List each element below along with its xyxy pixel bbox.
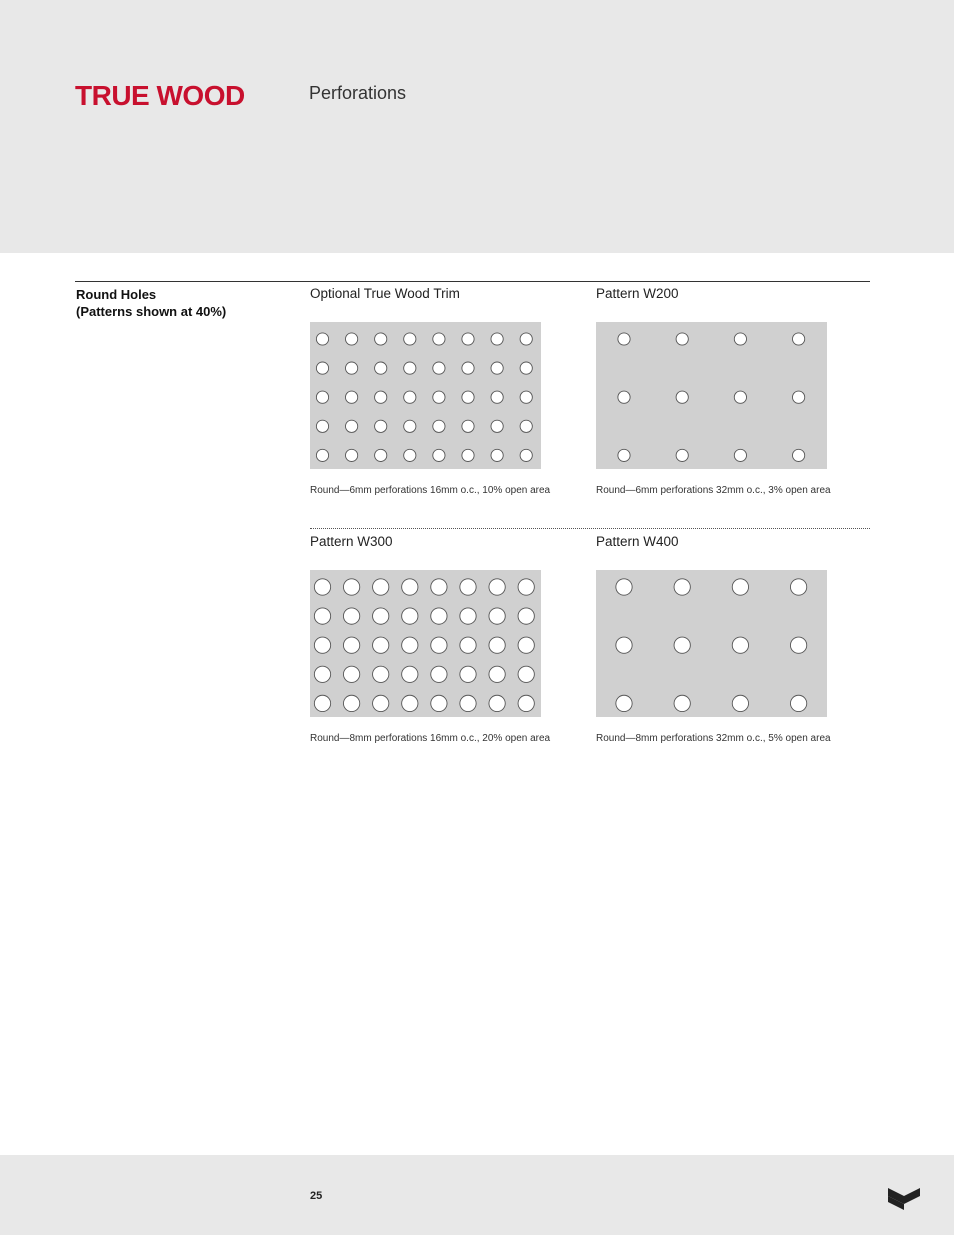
category-scale-note: (Patterns shown at 40%) [76,304,227,319]
perforation-hole [732,579,748,595]
perforation-hole [343,695,359,711]
perforation-hole [618,449,630,461]
perforation-hole [462,333,474,345]
perforation-hole [520,420,532,432]
perforation-hole [316,362,328,374]
perforation-hole [462,362,474,374]
perforation-hole [431,695,447,711]
perforation-hole [431,608,447,624]
perforation-hole [792,449,804,461]
pattern-name: Pattern W300 [310,534,393,549]
footer-band [0,1155,954,1235]
perforation-hole [402,695,418,711]
brand-title: TRUE WOOD [75,80,245,111]
perforation-hole [375,391,387,403]
perforation-hole [676,333,688,345]
perforation-hole [433,362,445,374]
perforation-hole [462,420,474,432]
pattern-card-trim [310,286,570,496]
perforation-hole [674,579,690,595]
perforation-hole [518,579,534,595]
perforation-hole [460,666,476,682]
perforation-hole [314,695,330,711]
pattern-name: Pattern W400 [596,534,679,549]
perforation-pattern [596,322,827,469]
perforation-hole [460,637,476,653]
perforation-hole [343,608,359,624]
perforation-hole [489,666,505,682]
perforation-hole [316,333,328,345]
perforation-hole [491,449,503,461]
perforation-hole [460,695,476,711]
perforation-hole [433,420,445,432]
perforation-hole [489,637,505,653]
perforation-hole [375,420,387,432]
perforation-hole [375,449,387,461]
perforation-pattern [310,570,541,717]
row-divider [310,528,870,529]
perforation-hole [345,391,357,403]
perforation-hole [345,420,357,432]
perforation-hole [314,579,330,595]
perforation-hole [520,333,532,345]
perforation-hole [402,579,418,595]
pattern-description: Round—8mm perforations 32mm o.c., 5% open area [596,733,831,744]
perforation-hole [489,608,505,624]
perforation-hole [373,637,389,653]
perforation-hole [734,333,746,345]
section-divider [75,281,870,282]
perforation-hole [373,695,389,711]
pattern-description: Round—6mm perforations 32mm o.c., 3% open area [596,485,831,496]
perforation-hole [433,449,445,461]
perforation-hole [674,637,690,653]
perforation-hole [314,608,330,624]
perforation-hole [616,695,632,711]
perforation-hole [732,637,748,653]
perforation-hole [314,637,330,653]
perforation-hole [402,637,418,653]
perforation-hole [404,391,416,403]
perforation-hole [618,391,630,403]
perforation-hole [345,362,357,374]
perforation-hole [792,333,804,345]
perforation-swatch [596,570,827,717]
perforation-hole [491,420,503,432]
pattern-card-w400 [596,534,856,744]
perforation-hole [404,333,416,345]
perforation-hole [618,333,630,345]
perforation-hole [373,579,389,595]
perforation-hole [520,362,532,374]
perforation-hole [491,391,503,403]
perforation-hole [518,637,534,653]
perforation-hole [402,608,418,624]
perforation-hole [373,666,389,682]
perforation-hole [316,449,328,461]
perforation-hole [676,391,688,403]
perforation-hole [520,449,532,461]
perforation-hole [616,579,632,595]
perforation-hole [734,449,746,461]
perforation-hole [462,391,474,403]
company-logo-icon [886,1178,922,1212]
perforation-swatch [310,322,541,469]
perforation-hole [402,666,418,682]
perforation-hole [790,637,806,653]
perforation-hole [375,362,387,374]
perforation-hole [790,579,806,595]
perforation-hole [431,637,447,653]
perforation-hole [345,333,357,345]
pattern-description: Round—8mm perforations 16mm o.c., 20% open area [310,733,551,744]
perforation-hole [431,666,447,682]
perforation-hole [792,391,804,403]
perforation-hole [491,362,503,374]
perforation-hole [518,695,534,711]
pattern-name: Optional True Wood Trim [310,286,460,301]
perforation-hole [343,579,359,595]
perforation-hole [734,391,746,403]
perforation-hole [518,666,534,682]
perforation-hole [460,608,476,624]
perforation-hole [345,449,357,461]
perforation-hole [460,579,476,595]
pattern-card-w300 [310,534,570,744]
perforation-swatch [310,570,541,717]
perforation-hole [316,420,328,432]
section-title: Perforations [309,83,407,103]
perforation-hole [343,637,359,653]
pattern-name: Pattern W200 [596,286,679,301]
perforation-pattern [596,570,827,717]
perforation-hole [404,420,416,432]
perforation-hole [491,333,503,345]
perforation-hole [433,391,445,403]
pattern-card-w200 [596,286,856,496]
perforation-hole [790,695,806,711]
perforation-hole [375,333,387,345]
category-label [76,286,226,320]
perforation-hole [518,608,534,624]
perforation-hole [674,695,690,711]
perforation-hole [431,579,447,595]
perforation-hole [676,449,688,461]
perforation-pattern [310,322,541,469]
perforation-hole [343,666,359,682]
perforation-hole [616,637,632,653]
perforation-hole [433,333,445,345]
perforation-hole [489,695,505,711]
perforation-hole [489,579,505,595]
perforation-hole [404,449,416,461]
pattern-description: Round—6mm perforations 16mm o.c., 10% open area [310,485,551,496]
category-title: Round Holes [76,287,157,302]
perforation-hole [732,695,748,711]
perforation-hole [404,362,416,374]
perforation-hole [520,391,532,403]
perforation-hole [314,666,330,682]
page-number: 25 [310,1190,323,1202]
perforation-hole [316,391,328,403]
perforation-hole [373,608,389,624]
header-band [0,0,954,253]
perforation-hole [462,449,474,461]
perforation-swatch [596,322,827,469]
